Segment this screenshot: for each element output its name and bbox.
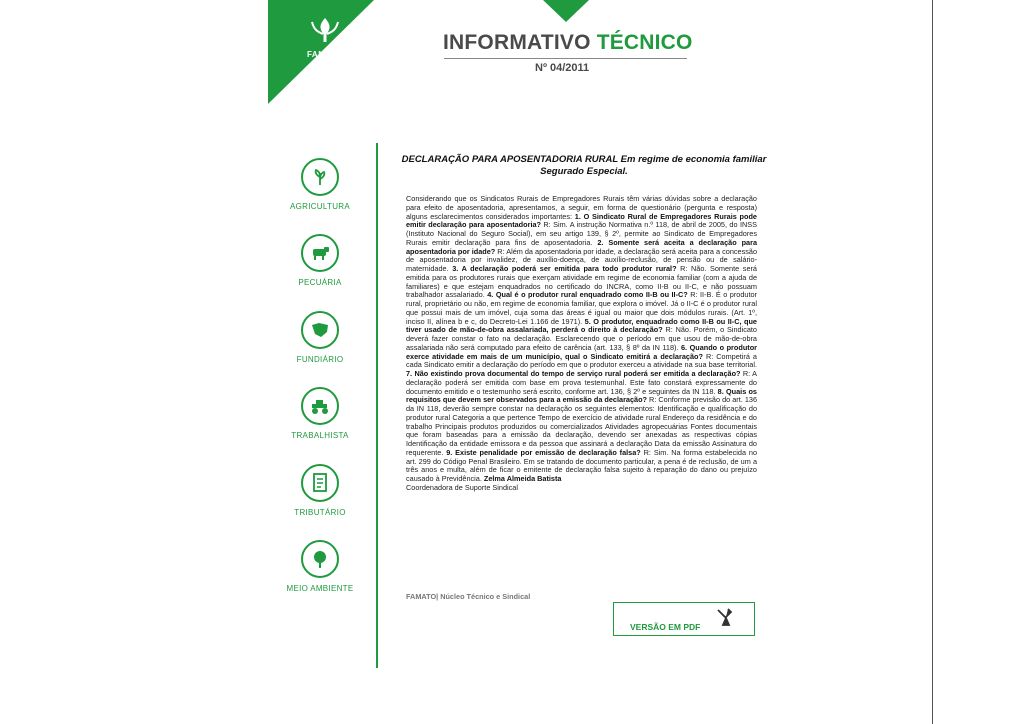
question-8: 8. Quais os requisitos que devem ser observados para a emissão da declaração? [406,386,757,405]
article-heading: DECLARAÇÃO PARA APOSENTADORIA RURAL Em regime de economia familiar Segurado Especial. [401,154,767,177]
pdf-download-icon [714,606,736,632]
question-2: 2. Somente será aceita a declaração para aposentadoria por idade? [406,237,758,256]
category-label: PECUÁRIA [298,278,342,287]
document-icon [301,464,339,502]
answer-2: R: Além da aposentadoria por idade, a declaração será aceita para a concessão de aposentadoria por invalidez, de auxílio-doença, de auxílio-reclusão, de pensão ou de salário-maternidade. [406,246,758,273]
category-meio-ambiente[interactable] [285,540,355,593]
land-map-icon [301,311,339,349]
pdf-button-label: VERSÃO EM PDF [630,622,701,632]
logo-text: FAMATO [306,50,344,59]
question-3: 3. A declaração poderá ser emitida para todo produtor rural? [452,264,677,273]
tractor-icon [301,387,339,425]
logo-icon [295,14,355,50]
question-4: 4. Qual é o produtor rural enquadrado como II-B ou II-C? [487,290,688,300]
answer-9: R: Sim. Na forma estabelecida no art. 299 do Código Penal Brasileiro. Em se tratando de documento particular, a pena é de reclusão, de um a três anos e multa, além de ficar o emitente de declaração falsa sujeito à reparação do dano ou prejuízo causado à Previdência. [406,447,757,483]
answer-1: R: Sim. A instrução Normativa n.º 118, de abril de 2005, do INSS (Instituto Nacional do Seguro Social), em seu artigo 139, § 2º, permite ao Sindicato de Empregadores Rurais emitir declaração para fins de aposentadoria. [406,220,757,247]
issue-number: Nº 04/2011 [535,62,590,74]
category-fundiario[interactable] [285,311,355,364]
tree-icon [301,540,339,578]
title-underline [444,58,687,59]
signature: FAMATO| Núcleo Técnico e Sindical [406,592,531,601]
plant-icon [301,158,339,196]
answer-6: R: Competirá a cada Sindicato emitir a declaração do período em que o produtor exerceu a atividade na sua base territorial. [406,351,757,370]
page-title [443,31,693,55]
category-label: TRABALHISTA [291,431,349,440]
famato-logo [295,14,355,74]
column-divider [376,143,378,668]
question-9: 9. Existe penalidade por emissão de declaração falsa? [446,447,641,457]
intro-text: Considerando que os Sindicatos Rurais de Empregadores Rurais têm várias dúvidas sobre a declaração para efeito de aposentadoria, apresentamos, a seguir, em forma de questionário (pergunta e resposta) alguns esclarecimentos considerados importantes: [406,194,757,221]
question-1: 1. O Sindicato Rural de Empregadores Rurais pode emitir declaração para aposentadoria? [406,211,757,230]
category-trabalhista[interactable] [285,387,355,440]
category-label: MEIO AMBIENTE [286,584,354,593]
answer-8: R: Conforme previsão do art. 136 da IN 118, deverão sempre constar na declaração os seguintes elementos: Identificação e qualificação do produtor rural Categoria a que pertence Tempo de exercício de atividade rural Endereço da residência e do trabalho Principais produtos produzidos ou comercializados Atividades agropecuárias Fontes documentais que foram baseadas para a emissão da declaração, devendo ser anexadas as respectivas cópias Identificação da entidade emissora e da pessoa que assinará a declaração Data da emissão Assinatura do requerente. [406,395,757,457]
category-label: AGRICULTURA [289,202,351,211]
answer-4: R: II-B. É o produtor rural, proprietário ou não, em regime de economia familiar, que explora o imóvel. Já o II-C é o produtor rural que possui mais de um imóvel, cuja soma das áreas é igual ou maior que dois módulos rurais. (Art. 1º, inciso II, alínea b e c, do Decreto-Lei 1.166 de 1971). [406,290,757,326]
question-7: 7. Não existindo prova documental do tempo de serviço rural poderá ser emitida a declaração? [406,369,741,378]
category-label: TRIBUTÁRIO [294,508,346,517]
title-part2: TÉCNICO [596,31,693,54]
category-pecuaria[interactable] [285,234,355,287]
pdf-version-button[interactable] [613,602,755,636]
answer-7: R: A declaração poderá ser emitida com base em prova testemunhal. Este fato constará expressamente do documento emitido e o testemunho será escrito, conforme art. 136, § 2º e seguintes da IN 118. [406,369,757,396]
page-border-right [932,0,933,724]
category-label: FUNDIÁRIO [296,355,344,364]
author-name: Zelma Almeida Batista [483,474,562,483]
article-body [406,195,757,493]
author-role: Coordenadora de Suporte Sindical [406,482,518,492]
header-notch [543,0,589,22]
question-6: 6. Quando o produtor exerce atividade em mais de um município, qual o Sindicato emitirá a declaração? [406,342,757,361]
category-agricultura[interactable] [285,158,355,211]
title-part1: INFORMATIVO [443,31,591,54]
answer-5: R: Não. Porém, o Sindicato deverá fazer constar o fato na declaração. Esclarecendo que o período em que usou de mão-de-obra assalariada não será computado para efeito de carência (art. 133, § 8º da IN 118). [406,325,757,352]
cow-icon [301,234,339,272]
answer-3: R: Não. Somente será emitida para os produtores rurais que exerçam atividade em regime de economia familiar (com a ajuda de familiares) e que estejam enquadrados no certificado do INCRA, como II-B ou II-C, e não possuam trabalhador assalariado. [406,264,757,300]
category-tributario[interactable] [285,464,355,517]
question-5: 5. O produtor, enquadrado como II-B ou II-C, que tiver usado de mão-de-obra assalariada, perderá o direito à declaração? [406,316,757,335]
